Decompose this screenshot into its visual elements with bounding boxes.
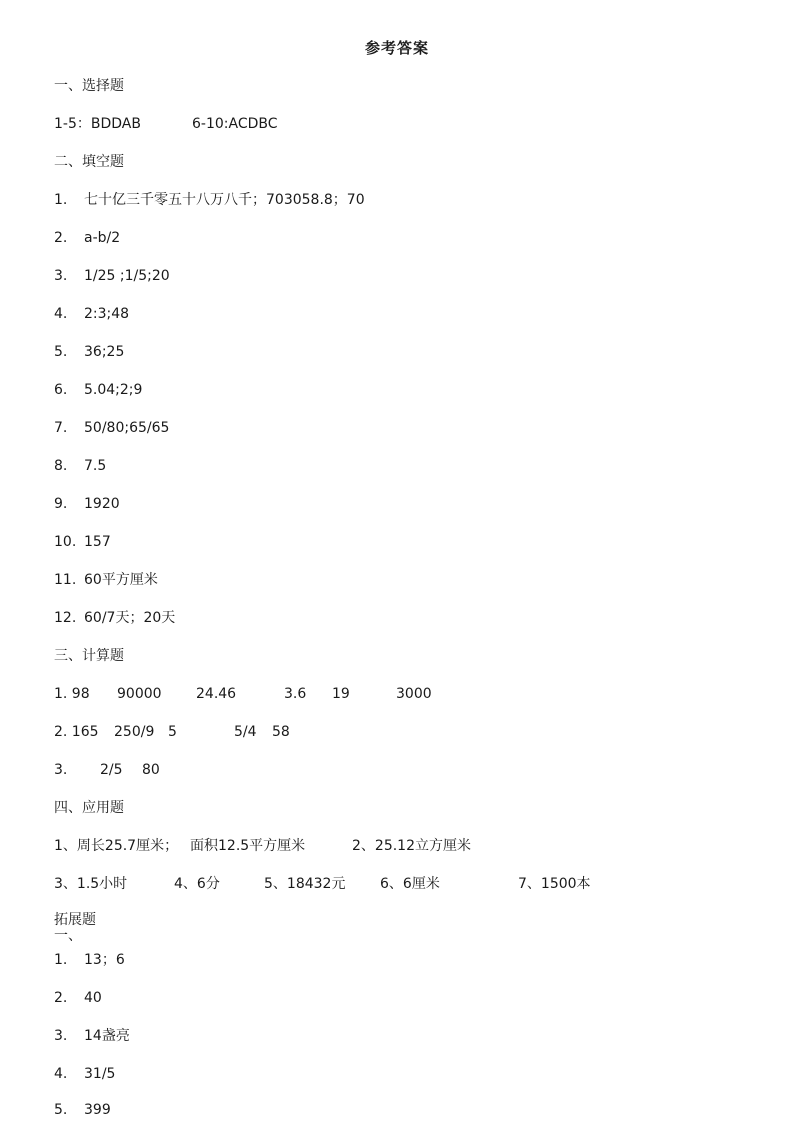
section-heading-application: 四、应用题	[54, 800, 124, 816]
item-answer: 36;25	[84, 344, 125, 360]
item-answer: 40	[84, 990, 102, 1006]
application-answer: 3、1.5小时	[54, 876, 128, 892]
calc-answer: 90000	[117, 686, 162, 702]
item-answer: 50/80;65/65	[84, 420, 170, 436]
item-answer: 1/25 ;1/5;20	[84, 268, 170, 284]
fill-item	[54, 570, 158, 590]
section-heading-extension: 拓展题	[54, 912, 96, 928]
fill-item	[54, 418, 169, 438]
calc-answer: 3.6	[284, 686, 307, 702]
item-number: 10.	[54, 534, 77, 550]
fill-item	[54, 228, 120, 248]
item-answer: a-b/2	[84, 230, 121, 246]
item-number: 12.	[54, 610, 77, 626]
item-number: 7.	[54, 420, 68, 436]
fill-item	[54, 608, 175, 628]
item-number: 5.	[54, 344, 68, 360]
item-answer: 399	[84, 1102, 111, 1118]
application-answer: 4、6分	[174, 876, 220, 892]
item-number: 2.	[54, 990, 68, 1006]
application-answer: 7、1500本	[518, 876, 591, 892]
item-number: 9.	[54, 496, 68, 512]
item-answer: 1920	[84, 496, 120, 512]
application-answer: 1、周长25.7厘米；	[54, 838, 179, 854]
section-heading-choice: 一、选择题	[54, 78, 124, 94]
fill-item	[54, 304, 129, 324]
calc-answer: 5/4	[234, 724, 257, 740]
item-number: 2.	[54, 230, 68, 246]
fill-item	[54, 190, 365, 210]
item-number: 4.	[54, 306, 68, 322]
calc-answer: 24.46	[196, 686, 237, 702]
calc-answer: 3.	[54, 762, 68, 778]
calc-answer: 1. 98	[54, 686, 90, 702]
item-answer: 60平方厘米	[84, 572, 158, 588]
calc-row-2	[54, 722, 754, 742]
item-answer: 31/5	[84, 1066, 116, 1082]
extension-item	[54, 1026, 130, 1046]
choice-answers-6-10: 6-10:ACDBC	[192, 116, 278, 132]
item-answer: 157	[84, 534, 111, 550]
calc-answer: 5	[168, 724, 177, 740]
fill-item	[54, 380, 142, 400]
calc-answer: 3000	[396, 686, 432, 702]
item-number: 1.	[54, 192, 68, 208]
extension-item	[54, 1100, 111, 1120]
item-number: 5.	[54, 1102, 68, 1118]
item-answer: 13；6	[84, 952, 125, 968]
item-answer: 60/7天；20天	[84, 610, 176, 626]
item-number: 3.	[54, 1028, 68, 1044]
application-answer: 2、25.12立方厘米	[352, 838, 471, 854]
item-answer: 5.04;2;9	[84, 382, 143, 398]
fill-item	[54, 532, 111, 552]
section-heading-fill: 二、填空题	[54, 154, 124, 170]
item-answer: 14盏亮	[84, 1028, 130, 1044]
calc-answer: 2/5	[100, 762, 123, 778]
calc-answer: 19	[332, 686, 350, 702]
application-answer: 面积12.5平方厘米	[190, 838, 306, 854]
application-answer: 5、18432元	[264, 876, 346, 892]
item-number: 3.	[54, 268, 68, 284]
fill-item	[54, 342, 124, 362]
fill-item	[54, 456, 106, 476]
calc-answer: 58	[272, 724, 290, 740]
item-answer: 2:3;48	[84, 306, 130, 322]
choice-answers-1-5: 1-5：BDDAB	[54, 116, 141, 132]
calc-answer: 80	[142, 762, 160, 778]
fill-item	[54, 494, 120, 514]
application-row-2	[54, 874, 754, 894]
application-answer: 6、6厘米	[380, 876, 440, 892]
application-row-1	[54, 836, 754, 856]
calc-answer: 2. 165	[54, 724, 99, 740]
item-number: 1.	[54, 952, 68, 968]
item-number: 11.	[54, 572, 77, 588]
item-number: 8.	[54, 458, 68, 474]
extension-item	[54, 988, 102, 1008]
section-heading-calc: 三、计算题	[54, 648, 124, 664]
choice-answers-row	[54, 114, 278, 134]
item-number: 6.	[54, 382, 68, 398]
calc-answer: 250/9	[114, 724, 155, 740]
item-number: 4.	[54, 1066, 68, 1082]
calc-row-1	[54, 684, 754, 704]
extension-subheading: 一、	[54, 928, 82, 944]
calc-row-3	[54, 760, 754, 780]
item-answer: 七十亿三千零五十八万八千；703058.8；70	[84, 192, 365, 208]
extension-item	[54, 1064, 115, 1084]
page-title: 参考答案	[364, 39, 429, 57]
fill-item	[54, 266, 170, 286]
extension-item	[54, 950, 125, 970]
item-answer: 7.5	[84, 458, 107, 474]
